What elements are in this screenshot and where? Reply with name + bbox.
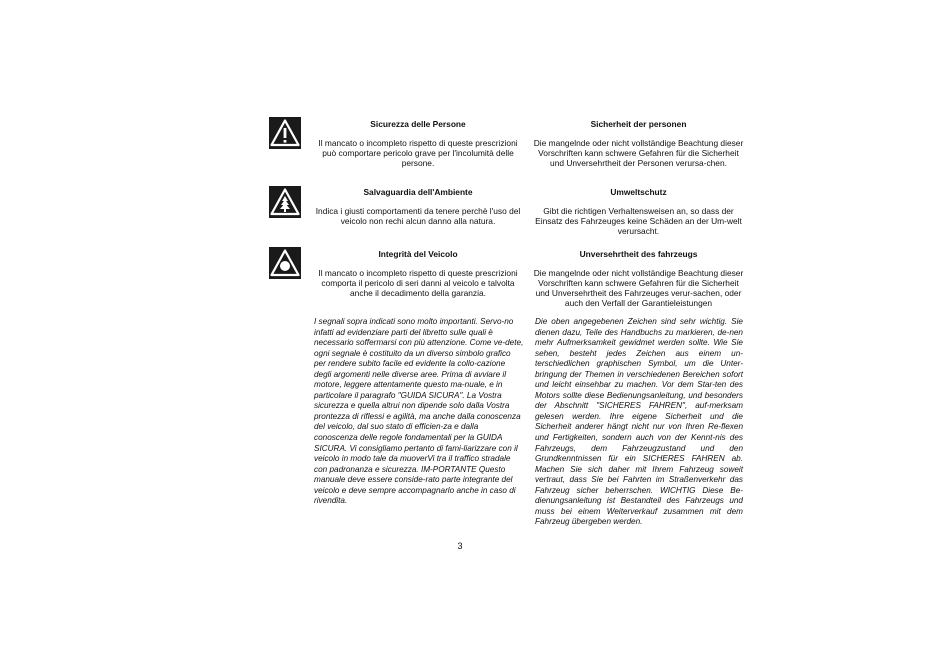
section-text: Il mancato o incompleto rispetto di queste prescrizioni può comportare pericolo grave per l'incolumità delle persone. (318, 138, 518, 168)
section-title: Sicherheit der personen (590, 119, 687, 129)
section-environment-de (533, 187, 744, 236)
section-title: Umweltschutz (610, 187, 667, 197)
section-environment-it (312, 187, 524, 226)
section-text: Gibt die richtigen Verhaltensweisen an, so dass der Einsatz des Fahrzeuges keine Schäden an der Um-welt verursacht. (535, 206, 742, 236)
personal-safety-warning-icon (269, 117, 301, 149)
section-text: Il mancato o incompleto rispetto di queste prescrizioni comporta il pericolo di seri danni al veicolo e talvolta anche il decadimento della garanzia. (318, 268, 518, 298)
section-text: Die mangelnde oder nicht vollständige Beachtung dieser Vorschriften kann schwere Gefahren für die Sicherheit und Unversehrtheit der Personen verursa-chen. (533, 138, 744, 168)
section-personal-safety-de (533, 119, 744, 168)
section-title: Integrità del Veicolo (378, 249, 458, 259)
intro-paragraph-it: I segnali sopra indicati sono molto importanti. Servo-no infatti ad evidenziare parti del libretto sulle quali è necessario soffermarsi con più attenzione. Come ve-dete, ogni segnale è costituito da un diverso simbolo grafico per rendere subito facile ed evidente la collo-cazione degli argomenti nelle diverse aree. Prima di avviare il motore, leggere attentamente questo ma-nuale, e in particolare il paragrafo "GUIDA SICURA". La Vostra sicurezza e quella altrui non dipende solo dalla Vostra prontezza di riflessi e agilità, ma anche dalla conoscenza del veicolo, dal suo stato di efficien-za e dalla conoscenza delle regole fondamentali per la GUIDA SICURA. Vi consigliamo pertanto di fami-liarizzare con il veicolo in modo tale da muoverVi tra il traffico stradale con padronanza e sicurezza. IM-PORTANTE Questo manuale deve essere conside-rato parte integrante del veicolo e deve sempre accompagnarlo anche in caso di rivendita. (314, 317, 524, 506)
section-title: Salvaguardia dell'Ambiente (363, 187, 473, 197)
intro-paragraph-de: Die oben angegebenen Zeichen sind sehr wichtig. Sie dienen dazu, Teile des Handbuchs zu markieren, de-nen mehr Aufmerksamkeit gewidmet werden sollte. Wie Sie sehen, besteht jedes Zeichen aus einem un-terschiedlichen graphischen Symbol, um die Unter-bringung der Themen in verschiedenen Bereichen sofort und leicht einsehbar zu machen. Vor dem Star-ten des Motors sollte diese Bedienungsanleitung, und besonders der Abschnitt "SICHERES FAHREN", auf-merksam gelesen werden. Ihre eigene Sicherheit und die Sicherheit anderer hängt nicht nur von Ihren Re-flexen und Fertigkeiten, sondern auch von der Kennt-nis des Fahrzeugs, dem Fahrzeugzustand und den Grundkenntnissen für ein SICHERES FAHREN ab. Machen Sie sich daher mit Ihrem Fahrzeug soweit vertraut, dass Sie bei Fahrten im Straßenverkehr das Fahrzeug sicher beherrschen. WICHTIG Diese Be-dienungsanleitung ist Bestandteil des Fahrzeugs und muss bei einem Weiterverkauf zusammen mit dem Fahrzeug übergeben werden. (535, 317, 743, 527)
section-personal-safety-it (312, 119, 524, 168)
section-title: Sicurezza delle Persone (370, 119, 466, 129)
environment-tree-icon (269, 186, 301, 218)
section-text: Indica i giusti comportamenti da tenere perchè l'uso del veicolo non rechi alcun danno alla natura. (315, 206, 521, 226)
section-text: Die mangelnde oder nicht vollständige Beachtung dieser Vorschriften kann schwere Gefahren für die Sicherheit und Unversehrtheit des Fahrzeuges verur-sachen, oder auch den Verfall der Garantieleistungen (533, 268, 744, 308)
section-vehicle-integrity-de (533, 249, 744, 308)
section-title: Unversehrtheit des fahrzeugs (579, 249, 698, 259)
vehicle-integrity-icon (269, 247, 301, 279)
section-vehicle-integrity-it (312, 249, 524, 298)
page-number: 3 (457, 541, 463, 551)
